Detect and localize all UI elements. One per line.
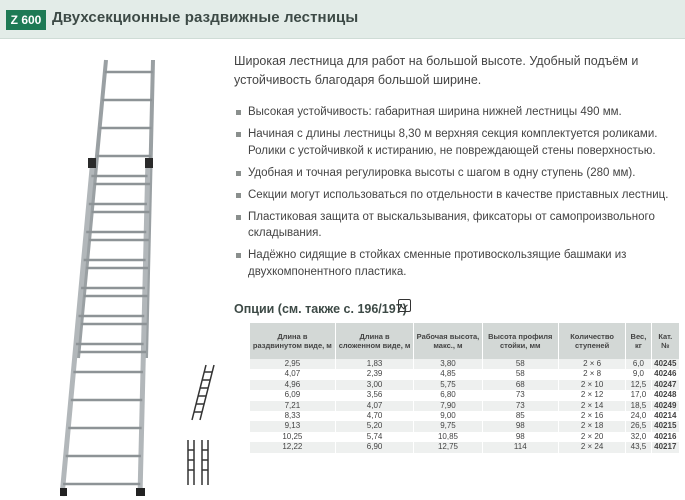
options-heading: Опции (см. также с. 196/197): [234, 302, 407, 316]
table-cell: 3,80: [414, 359, 482, 369]
table-cell: 2 × 24: [558, 442, 625, 452]
table-cell: 1,83: [335, 359, 414, 369]
table-cell: 73: [482, 401, 558, 411]
ladder-hook-right: [145, 158, 153, 168]
table-cell: 58: [482, 359, 558, 369]
table-cell: 4,85: [414, 369, 482, 379]
ladder-hook-left: [88, 158, 96, 168]
table-row: [250, 390, 680, 400]
table-header-row: [250, 323, 680, 359]
product-code-badge: Z 600: [6, 10, 46, 30]
table-cell: 40215: [651, 421, 679, 431]
table-cell: 40217: [651, 442, 679, 452]
table-cell: 9,0: [626, 369, 651, 379]
table-cell: 2 × 8: [558, 369, 625, 379]
table-cell: 98: [482, 432, 558, 442]
table-header-cell: Рабочая высота, макс., м: [414, 323, 482, 359]
table-header-cell: Количество ступеней: [558, 323, 625, 359]
table-cell: 3,00: [335, 380, 414, 390]
table-cell: 4,07: [250, 369, 335, 379]
table-cell: 6,90: [335, 442, 414, 452]
table-cell: 2 × 12: [558, 390, 625, 400]
table-cell: 43,5: [626, 442, 651, 452]
ladder-foot-left: [60, 488, 67, 496]
table-cell: 9,75: [414, 421, 482, 431]
features-list: [234, 104, 674, 286]
table-cell: 6,0: [626, 359, 651, 369]
table-cell: 40248: [651, 390, 679, 400]
table-row: [250, 359, 680, 369]
table-cell: 40245: [651, 359, 679, 369]
table-cell: 9,00: [414, 411, 482, 421]
table-cell: 73: [482, 390, 558, 400]
intro-text: Широкая лестница для работ на большой высоте. Удобный подъём и устойчивость благодаря большой ширине.: [234, 54, 639, 87]
table-cell: 2 × 20: [558, 432, 625, 442]
table-cell: 12,5: [626, 380, 651, 390]
header-bar: [0, 0, 685, 39]
table-cell: 17,0: [626, 390, 651, 400]
ladder-foot-right: [136, 488, 145, 496]
table-cell: 2 × 10: [558, 380, 625, 390]
table-cell: 4,70: [335, 411, 414, 421]
table-cell: 5,75: [414, 380, 482, 390]
table-header-cell: Вес, кг: [626, 323, 651, 359]
table-cell: 7,21: [250, 401, 335, 411]
table-cell: 32,0: [626, 432, 651, 442]
table-cell: 114: [482, 442, 558, 452]
feature-item: Секции могут использоваться по отдельности в качестве приставных лестниц.: [234, 187, 674, 204]
table-cell: 40247: [651, 380, 679, 390]
table-cell: 40214: [651, 411, 679, 421]
table-cell: 9,13: [250, 421, 335, 431]
ladder-upper-rail-left: [78, 60, 106, 358]
table-header-cell: Длина в сложенном виде, м: [335, 323, 414, 359]
table-cell: 2 × 18: [558, 421, 625, 431]
table-cell: 85: [482, 411, 558, 421]
table-row: [250, 401, 680, 411]
page-title: Двухсекционные раздвижные лестницы: [52, 9, 359, 26]
table-cell: 2,95: [250, 359, 335, 369]
table-cell: 2 × 16: [558, 411, 625, 421]
table-header-cell: Высота профиля стойки, мм: [482, 323, 558, 359]
table-cell: 68: [482, 380, 558, 390]
table-cell: 8,33: [250, 411, 335, 421]
table-header-cell: Длина в раздвинутом виде, м: [250, 323, 335, 359]
table-cell: 12,22: [250, 442, 335, 452]
table-cell: 7,90: [414, 401, 482, 411]
table-row: [250, 369, 680, 379]
table-cell: 58: [482, 369, 558, 379]
table-header-cell: Кат. №: [651, 323, 679, 359]
table-cell: 10,25: [250, 432, 335, 442]
table-cell: 40246: [651, 369, 679, 379]
table-cell: 6,09: [250, 390, 335, 400]
table-cell: 10,85: [414, 432, 482, 442]
table-cell: 2,39: [335, 369, 414, 379]
table-cell: 4,07: [335, 401, 414, 411]
table-cell: 40249: [651, 401, 679, 411]
ladder-lower-rail-left: [62, 158, 93, 496]
table-cell: 2 × 14: [558, 401, 625, 411]
feature-item: Пластиковая защита от выскальзывания, фиксаторы от самопроизвольного складывания.: [234, 209, 674, 242]
checkmark-icon: [398, 299, 411, 312]
table-cell: 6,80: [414, 390, 482, 400]
table-cell: 24,0: [626, 411, 651, 421]
table-row: [250, 432, 680, 442]
table-row: [250, 411, 680, 421]
table-row: [250, 442, 680, 452]
feature-item: Начиная с длины лестницы 8,30 м верхняя секция комплектуется роликами. Ролики с устойчивкой к истиранию, не повреждающей стены поверхностью.: [234, 126, 674, 159]
table-cell: 26,5: [626, 421, 651, 431]
table-cell: 5,20: [335, 421, 414, 431]
feature-item: Надёжно сидящие в стойках сменные противоскользящие башмаки из двухкомпонентного пластика.: [234, 247, 674, 280]
specs-table: [250, 323, 680, 453]
table-cell: 2 × 6: [558, 359, 625, 369]
feature-item: Высокая устойчивость: габаритная ширина нижней лестницы 490 мм.: [234, 104, 674, 121]
table-cell: 12,75: [414, 442, 482, 452]
feature-item: Удобная и точная регулировка высоты с шагом в одну ступень (280 мм).: [234, 165, 674, 182]
table-cell: 3,56: [335, 390, 414, 400]
table-cell: 5,74: [335, 432, 414, 442]
table-cell: 4,96: [250, 380, 335, 390]
table-row: [250, 380, 680, 390]
small-ladders-image: [178, 360, 238, 490]
table-cell: 98: [482, 421, 558, 431]
table-row: [250, 421, 680, 431]
table-cell: 18,5: [626, 401, 651, 411]
table-cell: 40216: [651, 432, 679, 442]
